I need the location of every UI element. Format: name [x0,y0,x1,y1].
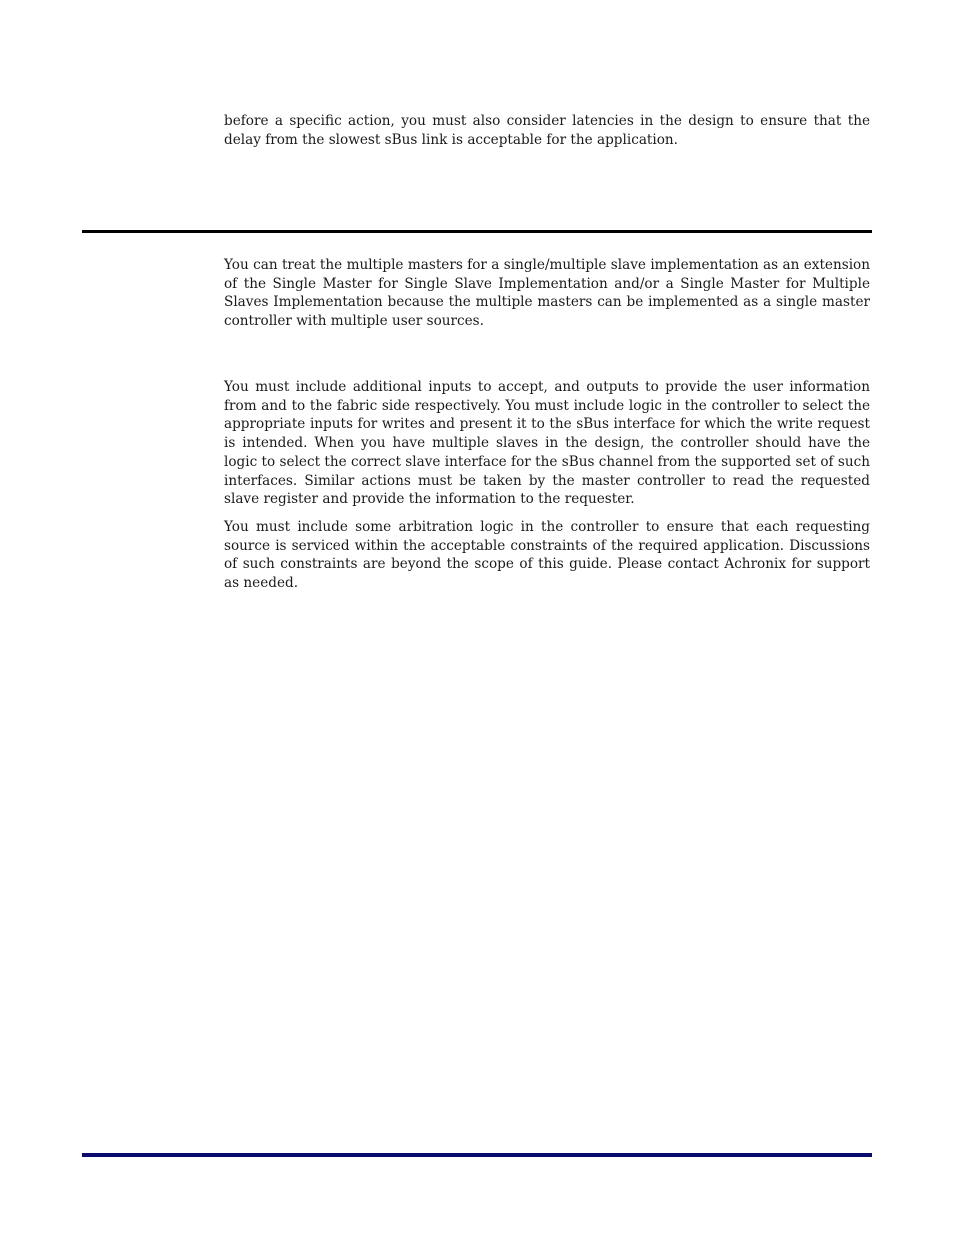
section-divider [82,230,872,233]
paragraph-latency-note: before a specific action, you must also consider latencies in the design to ensure that the delay from the slowest sBus link is acceptable for the application. [224,113,870,148]
paragraph-multiple-masters-intro: You can treat the multiple masters for a single/multiple slave implementation as an extension of the Single Master for Single Slave Implementation and/or a Single Master for Multiple Slaves Implementation because the multiple masters can be implemented as a single master controller with multiple user sources. [224,257,870,330]
paragraph-additional-inputs: You must include additional inputs to accept, and outputs to provide the user information from and to the fabric side respectively. You must include logic in the controller to select the appropriate inputs for writes and present it to the sBus interface for which the write request is intended. When you have multiple slaves in the design, the controller should have the logic to select the correct slave interface for the sBus channel from the supported set of such interfaces. Similar actions must be taken by the master controller to read the requested slave register and provide the information to the requester. [224,379,870,508]
paragraph-arbitration-logic: You must include some arbitration logic in the controller to ensure that each requesting source is serviced within the acceptable constraints of the required application. Discussions of such constraints are beyond the scope of this guide. Please contact Achronix for support as needed. [224,519,870,592]
footer-divider [82,1153,872,1157]
